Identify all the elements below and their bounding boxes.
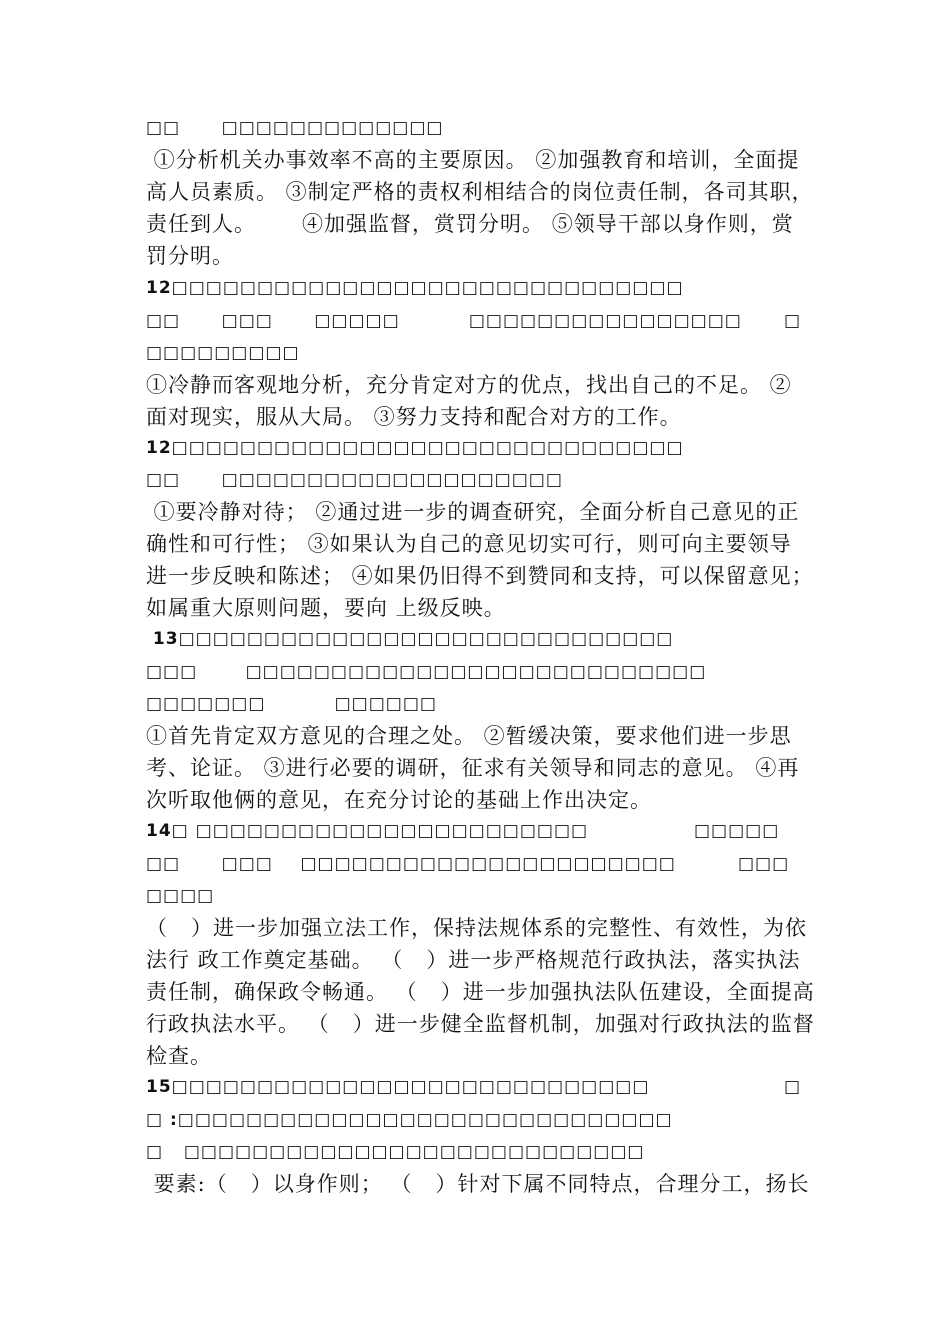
answer-label-line: □□□□	[146, 886, 215, 906]
answer-text-line: 确性和可行性； ③如果认为自己的意见切实可行，则可向主要领导	[146, 532, 792, 556]
question-heading: 12□□□□□□□□□□□□□□□□□□□□□□□□□□□□□□	[146, 438, 684, 458]
answer-label-line: □□ □□□□□□□□□□□□□	[146, 118, 444, 138]
answer-label-fragment: □	[784, 311, 802, 331]
question-heading: 15□□□□□□□□□□□□□□□□□□□□□□□□□□□□	[146, 1077, 650, 1097]
question-heading: 13□□□□□□□□□□□□□□□□□□□□□□□□□□□□□	[146, 629, 674, 649]
question-heading-fragment: □	[784, 1077, 802, 1097]
answer-text-line: ①要冷静对待； ②通过进一步的调查研究，全面分析自己意见的正	[146, 500, 800, 524]
answer-text-line: 高人员素质。 ③制定严格的责权利相结合的岗位责任制，各司其职，	[146, 180, 814, 204]
answer-text-line: 法行 政工作奠定基础。 （ ）进一步严格规范行政执法，落实执法	[146, 948, 801, 972]
answer-text-line: 考、论证。 ③进行必要的调研，征求有关领导和同志的意见。 ④再	[146, 756, 800, 780]
answer-label-line: □□ □□□ □□□□□□□□□□□□□□□□□□□□□□	[146, 854, 676, 874]
answer-text-line: 责任到人。 ④加强监督，赏罚分明。 ⑤领导干部以身作则，赏	[146, 212, 794, 236]
answer-label-line: □□ □□□ □□□□□ □□□□□□□□□□□□□□□□	[146, 311, 742, 331]
answer-label-line: □ :□□□□□□□□□□□□□□□□□□□□□□□□□□□□□	[146, 1110, 673, 1130]
answer-text-line: （ ）进一步加强立法工作，保持法规体系的完整性、有效性，为依	[146, 916, 808, 940]
question-heading-fragment: □□□□□	[694, 821, 780, 841]
answer-text-line: 罚分明。	[146, 244, 234, 268]
answer-text-line: 检查。	[146, 1044, 212, 1068]
question-heading: 12□□□□□□□□□□□□□□□□□□□□□□□□□□□□□□	[146, 278, 684, 298]
answer-label-line: □□□□□□□□□	[146, 343, 300, 363]
question-heading: 14□ □□□□□□□□□□□□□□□□□□□□□□□	[146, 821, 589, 841]
answer-label-line: □□□ □□□□□□□□□□□□□□□□□□□□□□□□□□□	[146, 662, 707, 682]
answer-text-line: 进一步反映和陈述； ④如果仍旧得不到赞同和支持，可以保留意见；	[146, 564, 814, 588]
answer-text-line: 要素:（ ）以身作则； （ ）针对下属不同特点，合理分工，扬长	[146, 1172, 810, 1196]
answer-text-line: 次听取他俩的意见，在充分讨论的基础上作出决定。	[146, 788, 652, 812]
answer-text-line: ①首先肯定双方意见的合理之处。 ②暂缓决策，要求他们进一步思	[146, 724, 792, 748]
answer-text-line: 如属重大原则问题，要向 上级反映。	[146, 596, 506, 620]
answer-text-line: ①分析机关办事效率不高的主要原因。 ②加强教育和培训，全面提	[146, 148, 800, 172]
answer-text-line: 责任制，确保政令畅通。 （ ）进一步加强执法队伍建设，全面提高	[146, 980, 815, 1004]
answer-label-line: □□□□□□□ □□□□□□	[146, 694, 437, 714]
answer-label-fragment: □□□	[738, 854, 790, 874]
answer-text-line: 面对现实，服从大局。 ③努力支持和配合对方的工作。	[146, 405, 682, 429]
answer-label-line: □□ □□□□□□□□□□□□□□□□□□□□	[146, 470, 563, 490]
answer-text-line: ①冷静而客观地分析，充分肯定对方的优点，找出自己的不足。 ②	[146, 373, 792, 397]
answer-text-line: 行政执法水平。 （ ）进一步健全监督机制，加强对行政执法的监督	[146, 1012, 815, 1036]
answer-label-line: □ □□□□□□□□□□□□□□□□□□□□□□□□□□□	[146, 1142, 645, 1162]
